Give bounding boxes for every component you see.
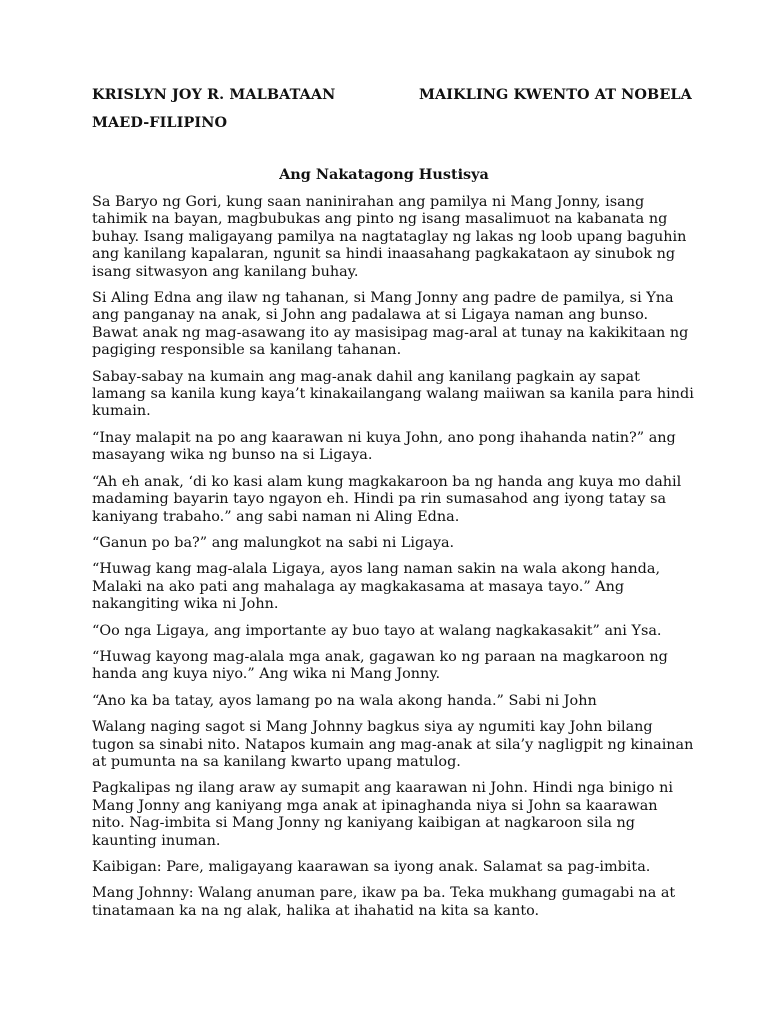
paragraph-line: “Huwag kayong mag-alala mga anak, gagawan ko ng paraan na magkaroon ng <box>92 648 668 665</box>
paragraph-line: nito. Nag-imbita si Mang Jonny ng kaniyang kaibigan at nagkaroon sila ng <box>92 815 635 832</box>
paragraph <box>92 561 692 613</box>
paragraph <box>92 430 692 465</box>
paragraph-line: at pumunta na sa kanilang kwarto upang matulog. <box>92 753 461 770</box>
paragraph-line: Malaki na ako pati ang mahalaga ay magkakasama at masaya tayo.” Ang <box>92 578 625 595</box>
paragraph <box>92 885 692 920</box>
story-body <box>92 194 692 929</box>
paragraph-line: tugon sa sinabi nito. Natapos kumain ang mag-anak at sila’y nagligpit ng kinainan <box>92 736 694 753</box>
paragraph-line: handa ang kuya niyo.” Ang wika ni Mang Jonny. <box>92 666 441 683</box>
paragraph-line: “Inay malapit na po ang kaarawan ni kuya John, ano pong ihahanda natin?” ang <box>92 429 676 446</box>
paragraph-line: “Oo nga Ligaya, ang importante ay buo tayo at walang nagkakasakit” ani Ysa. <box>92 622 662 639</box>
paragraph <box>92 474 692 526</box>
paragraph-line: nakangiting wika ni John. <box>92 596 279 613</box>
paragraph-line: “Huwag kang mag-alala Ligaya, ayos lang naman sakin na wala akong handa, <box>92 561 661 578</box>
paragraph <box>92 623 692 640</box>
paragraph-line: “Ano ka ba tatay, ayos lamang po na wala akong handa.” Sabi ni John <box>92 692 597 709</box>
paragraph-line: kaniyang trabaho.” ang sabi naman ni Aling Edna. <box>92 508 460 525</box>
paragraph-line: Kaibigan: Pare, maligayang kaarawan sa iyong anak. Salamat sa pag-imbita. <box>92 859 651 875</box>
paragraph-line: isang sitwasyon ang kanilang buhay. <box>92 263 359 280</box>
paragraph-line: “Ah eh anak, ‘di ko kasi alam kung magkakaroon ba ng handa ang kuya mo dahil <box>92 473 682 490</box>
paragraph-line: Bawat anak ng mag-asawang ito ay masisipag mag-aral at tunay na kakikitaan ng <box>92 324 689 341</box>
paragraph-line: kaunting inuman. <box>92 832 221 849</box>
paragraph-line: Sa Baryo ng Gori, kung saan naninirahan ang pamilya ni Mang Jonny, isang <box>92 194 645 210</box>
paragraph-line: Mang Jonny ang kaniyang mga anak at ipinaghanda niya si John sa kaarawan <box>92 797 658 814</box>
paragraph <box>92 780 692 850</box>
paragraph <box>92 290 692 360</box>
paragraph-line: Mang Johnny: Walang anuman pare, ikaw pa ba. Teka mukhang gumagabi na at <box>92 885 676 902</box>
paragraph <box>92 369 692 421</box>
paragraph-line: buhay. Isang maligayang pamilya na nagtataglay ng lakas ng loob upang baguhin <box>92 228 687 245</box>
paragraph-line: Si Aling Edna ang ilaw ng tahanan, si Mang Jonny ang padre de pamilya, si Yna <box>92 290 674 307</box>
paragraph-line: Walang naging sagot si Mang Johnny bagkus siya ay ngumiti kay John bilang <box>92 719 653 736</box>
paragraph <box>92 719 692 771</box>
paragraph-line: ang panganay na anak, si John ang padalawa at si Ligaya naman ang bunso. <box>92 307 649 324</box>
paragraph-line: masayang wika ng bunso na si Ligaya. <box>92 447 373 464</box>
paragraph-line: “Ganun po ba?” ang malungkot na sabi ni Ligaya. <box>92 534 455 551</box>
story-title: Ang Nakatagong Hustisya <box>279 166 489 183</box>
paragraph <box>92 859 692 876</box>
paragraph-line: madaming bayarin tayo ngayon eh. Hindi pa rin sumasahod ang iyong tatay sa <box>92 491 667 508</box>
paragraph <box>92 649 692 684</box>
paragraph-line: lamang sa kanila kung kaya’t kinakailangang walang maiiwan sa kanila para hindi <box>92 386 694 403</box>
author-name: KRISLYN JOY R. MALBATAAN <box>92 86 336 103</box>
header-row <box>92 86 692 106</box>
paragraph <box>92 194 692 281</box>
paragraph-line: ang kanilang kapalaran, ngunit sa hindi inaasahang pagkakataon ay sinubok ng <box>92 246 676 263</box>
paragraph-line: Pagkalipas ng ilang araw ay sumapit ang kaarawan ni John. Hindi nga binigo ni <box>92 780 673 797</box>
paragraph-line: kumain. <box>92 403 151 420</box>
paragraph-line: tahimik na bayan, magbubukas ang pinto ng isang masalimuot na kabanata ng <box>92 211 668 228</box>
paragraph <box>92 535 692 552</box>
course-title: MAIKLING KWENTO AT NOBELA <box>419 86 692 103</box>
program-name: MAED-FILIPINO <box>92 114 228 131</box>
paragraph-line: pagiging responsible sa kanilang tahanan. <box>92 342 402 359</box>
paragraph-line: Sabay-sabay na kumain ang mag-anak dahil ang kanilang pagkain ay sapat <box>92 368 640 385</box>
paragraph <box>92 693 692 710</box>
paragraph-line: tinatamaan ka na ng alak, halika at ihahatid na kita sa kanto. <box>92 902 540 919</box>
